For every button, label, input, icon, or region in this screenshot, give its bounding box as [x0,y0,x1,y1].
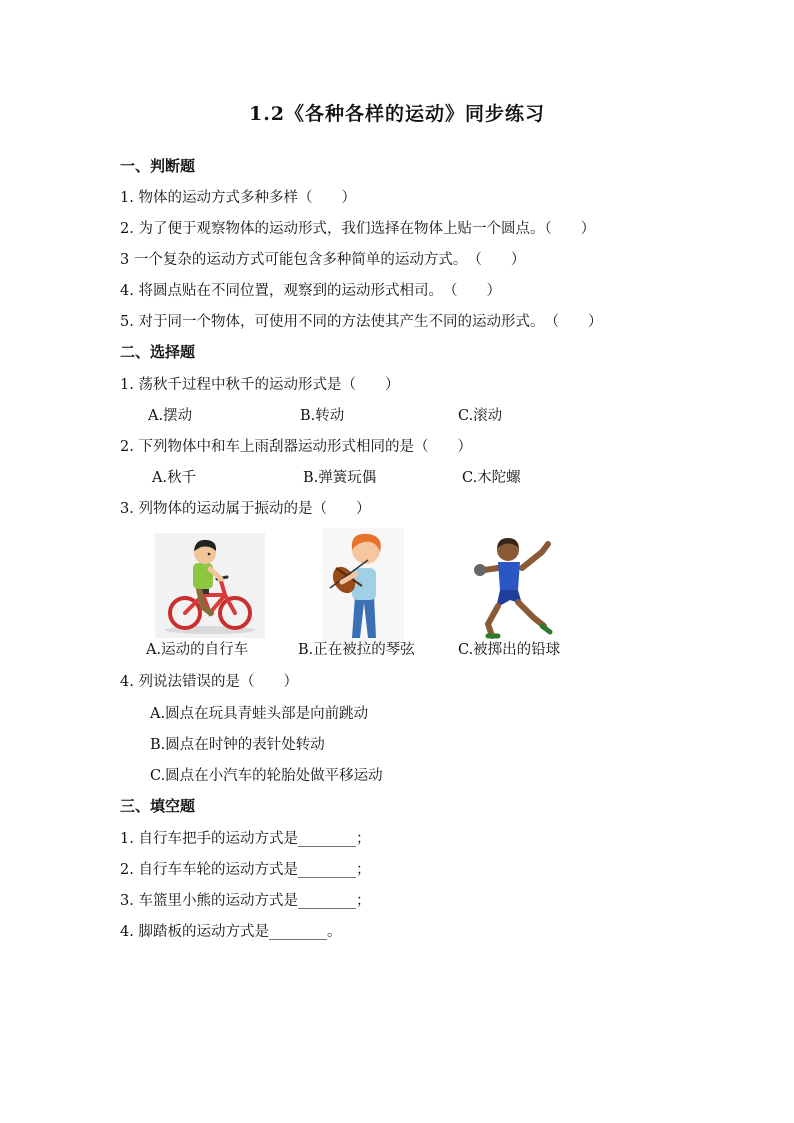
choice-3-option-b: B.正在被拉的琴弦 [298,642,415,658]
caption-overlap-spacer [146,633,266,643]
fill-question-4: 4. 脚踏板的运动方式是________。 [120,924,342,940]
choice-3-option-a: A.运动的自行车 [146,642,249,658]
choice-4-option-c: C.圆点在小汽车的轮胎处做平移运动 [150,768,383,784]
choice-2-option-b: B.弹簧玩偶 [303,470,377,486]
choice-question-2: 2. 下列物体中和车上雨刮器运动形式相同的是（ ） [120,439,472,455]
shot-put-athlete-image [462,528,570,643]
judge-question-1: 1. 物体的运动方式多种多样（ ） [120,190,356,206]
judge-question-4: 4. 将圆点贴在不同位置，观察到的运动形式相司。 （ ） [120,283,501,299]
section-heading-fill: 三、填空题 [120,797,196,815]
fill-question-3: 3. 车篮里小熊的运动方式是________； [120,893,371,909]
choice-question-4: 4. 列说法错误的是（ ） [120,674,298,690]
fill-question-1: 1. 自行车把手的运动方式是________； [120,831,371,847]
choice-question-1: 1. 荡秋千过程中秋千的运动形式是（ ） [120,377,400,393]
choice-1-option-a: A.摆动 [148,408,193,424]
choice-2-option-a: A.秋千 [152,470,197,486]
choice-1-option-c: C.滚动 [458,408,503,424]
judge-question-5: 5. 对于同一个物体，可使用不同的方法使其产生不同的运动形式。 （ ） [120,314,603,330]
choice-4-option-a: A.圆点在玩具青蛙头部是向前跳动 [150,706,369,722]
violin-boy-image [322,528,404,643]
choice-2-option-c: C.木陀螺 [462,470,521,486]
judge-question-2: 2. 为了便于观察物体的运动形式，我们选择在物体上贴一个圆点。（ ） [120,221,596,237]
section-heading-judge: 一、判断题 [120,157,196,175]
page-title: 1.2《各种各样的运动》同步练习 [248,103,546,125]
fill-question-2: 2. 自行车车轮的运动方式是________； [120,862,371,878]
section-heading-choice: 二、选择题 [120,343,196,361]
choice-3-option-c: C.被掷出的铅球 [458,642,561,658]
choice-1-option-b: B.转动 [300,408,345,424]
bicycle-boy-image [155,533,265,638]
choice-question-3: 3. 列物体的运动属于振动的是（ ） [120,501,371,517]
judge-question-3: 3 一个复杂的运动方式可能包含多种简单的运动方式。 （ ） [120,252,526,268]
choice-4-option-b: B.圆点在时钟的表针处转动 [150,737,325,753]
